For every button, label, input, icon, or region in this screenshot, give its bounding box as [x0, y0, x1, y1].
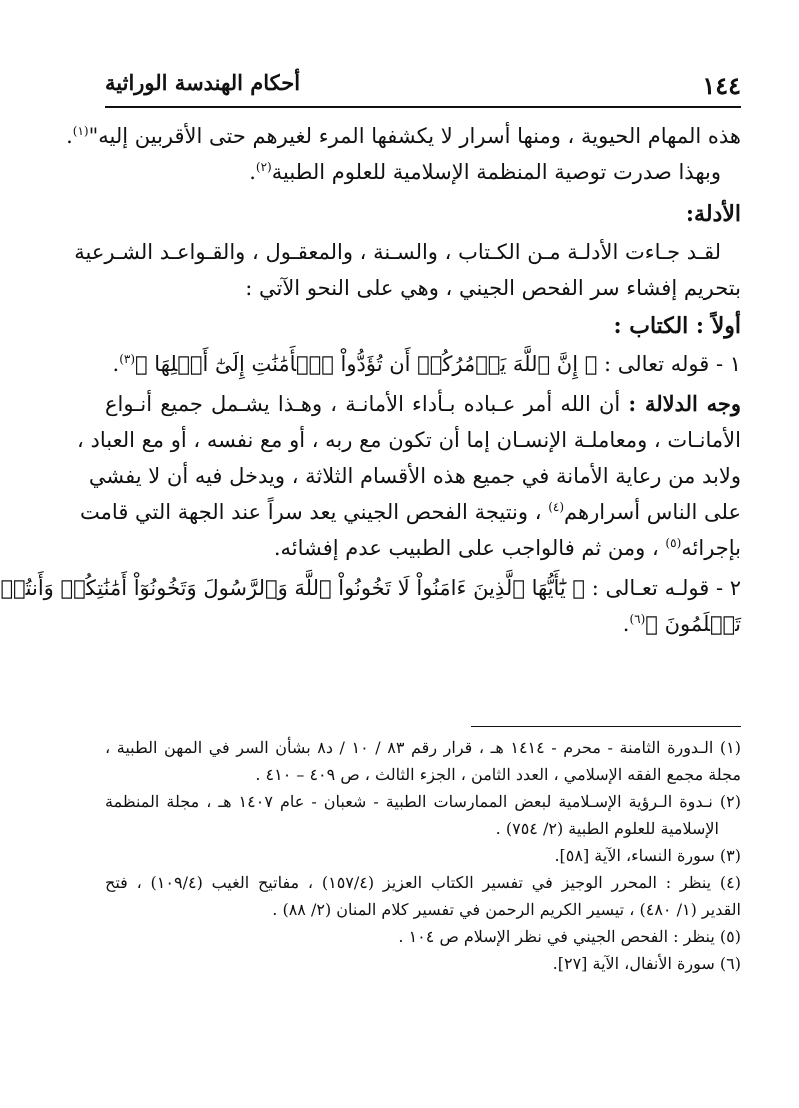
paragraph-1-line-1: هذه المهام الحيوية ، ومنها أسرار لا يكشفها المرء لغيرهم حتى الأقربين إليه"$^{(١)}$. — [66, 124, 741, 148]
page-header — [105, 58, 741, 98]
running-title: أحكام الهندسة الوراثية — [105, 70, 301, 95]
page-number: ١٤٤ — [702, 71, 741, 100]
footnote-ref-1: (١) — [72, 124, 89, 138]
verse-2-line-2: تَعۡلَمُونَ ﴾$^{(٦)}$. — [622, 612, 741, 636]
footnotes — [105, 734, 741, 977]
footnote-ref-4: (٤) — [548, 500, 565, 514]
evidence-line-2: الأمانـات ، ومعاملـة الإنسـان إما أن تكون مع ربه ، أو مع نفسه ، أو مع العباد ، — [77, 428, 741, 452]
footnote-2-line-2: الإسلامية للعلوم الطبية (٢/ ٧٥٤) . — [495, 819, 719, 838]
book-page — [0, 58, 742, 1058]
paragraph-3-line-2: بتحريم إفشاء سر الفحص الجيني ، وهي على النحو الآتي : — [245, 276, 741, 300]
footnote-separator — [471, 726, 741, 727]
evidence-line-4: على الناس أسرارهم$^{(٤)}$ ، ونتيجة الفحص الجيني يعد سراً عند الجهة التي قامت — [80, 500, 741, 524]
footnote-ref-5: (٥) — [665, 536, 682, 550]
footnote-2-line-1: (٢) نـدوة الـرؤية الإسـلامية لبعض الممارسات الطبية - شعبان - عام ١٤٠٧ هـ ، مجلة المنظمة — [105, 792, 741, 811]
footnote-ref-3: (٣) — [119, 352, 136, 366]
footnote-5: (٥) ينظر : الفحص الجيني في نظر الإسلام ص ١٠٤ . — [398, 927, 741, 946]
footnote-ref-2: (٢) — [255, 160, 272, 174]
footnote-6: (٦) سورة الأنفال، الآية [٢٧]. — [552, 954, 741, 973]
heading-book: أولاً : الكتاب : — [613, 313, 741, 339]
footnote-1-line-1: (١) الـدورة الثامنة - محرم - ١٤١٤ هـ ، قرار رقم ٨٣ / ١٠ / د٨ بشأن السر في المهن الطبية ، — [105, 738, 741, 757]
paragraph-3-line-1: لقـد جـاءت الأدلـة مـن الكـتاب ، والسـنة ، والمعقـول ، والقـواعـد الشـرعية — [74, 240, 721, 264]
footnote-3: (٣) سورة النساء، الآية [٥٨]. — [554, 846, 741, 865]
footnote-4-line-1: (٤) ينظر : المحرر الوجيز في تفسير الكتاب العزيز (١٥٧/٤) ، مفاتيح الغيب (١٠٩/٤) ، فتح — [105, 873, 742, 892]
heading-evidence: الأدلة: — [685, 201, 741, 227]
footnote-ref-6: (٦) — [629, 612, 646, 626]
footnote-1-line-2: مجلة مجمع الفقه الإسلامي ، العدد الثامن ، الجزء الثالث ، ص ٤٠٩ – ٤١٠ . — [255, 765, 741, 784]
evidence-line-1: وجه الدلالة : أن الله أمر عـباده بـأداء الأمانـة ، وهـذا يشـمل جميع أنـواع — [105, 391, 741, 416]
evidence-line-5: بإجرائه$^{(٥)}$ ، ومن ثم فالواجب على الطبيب عدم إفشائه. — [273, 536, 741, 560]
evidence-line-3: ولابد من رعاية الأمانة في جميع هذه الأقسام الثلاثة ، ويدخل فيه أن لا يفشي — [88, 464, 741, 488]
header-rule — [105, 106, 741, 108]
verse-2-line-1: ٢ - قولـه تعـالى : ﴿ يَٰٓأَيُّهَا ٱلَّذِينَ ءَامَنُواْ لَا تَخُونُواْ ٱللَّهَ وَٱلرَّسُولَ وَتَخُونُوٓاْ أَمَٰنَٰتِكُمۡ وَأَنتُمۡ — [0, 576, 741, 600]
paragraph-2-line-1: وبهذا صدرت توصية المنظمة الإسلامية للعلوم الطبية$^{(٢)}$. — [249, 160, 721, 184]
evidence-lead: وجه الدلالة : — [628, 391, 741, 416]
verse-1-line-1: ١ - قوله تعالى : ﴿ إِنَّ ٱللَّهَ يَأۡمُرُكُمۡ أَن تُؤَدُّواْ ٱلۡأَمَٰنَٰتِ إِلَىٰٓ أَهۡلِهَا ﴾$^{(٣)}$. — [112, 352, 741, 376]
footnote-4-line-2: القدير (١/ ٤٨٠) ، تيسير الكريم الرحمن في تفسير كلام المنان (٢/ ٨٨) . — [272, 900, 741, 919]
body-text — [0, 118, 741, 642]
